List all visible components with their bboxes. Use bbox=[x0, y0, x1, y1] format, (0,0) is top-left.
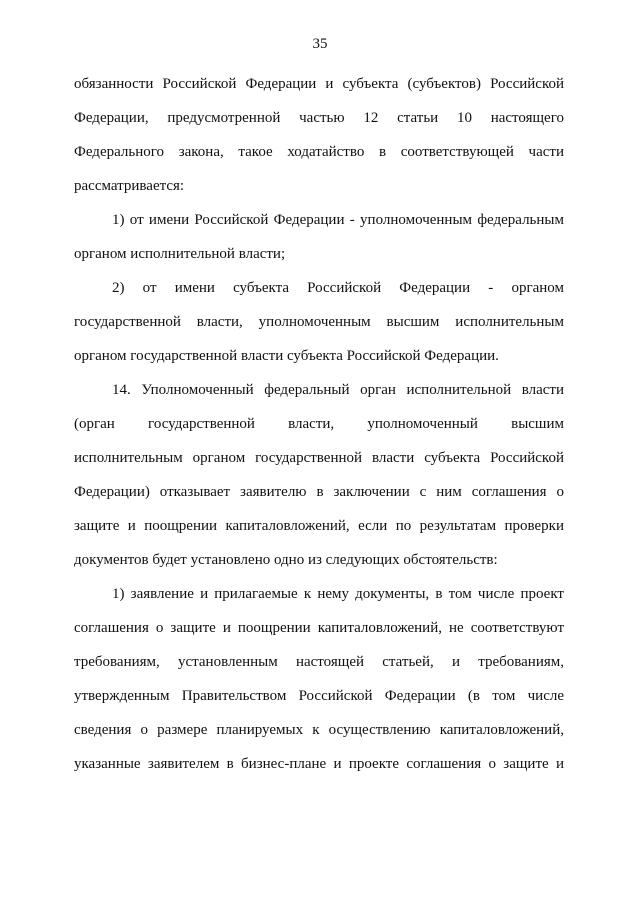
text-line: Федерации, предусмотренной частью 12 статьи 10 настоящего bbox=[74, 110, 564, 126]
text-line: защите и поощрении капиталовложений, если по результатам проверки bbox=[74, 518, 564, 534]
text-line: исполнительным органом государственной власти субъекта Российской bbox=[74, 450, 564, 466]
text-line: органом государственной власти субъекта Российской Федерации. bbox=[74, 348, 499, 364]
text-line: соглашения о защите и поощрении капиталовложений, не соответствуют bbox=[74, 620, 564, 636]
paragraph-item-1 bbox=[74, 203, 564, 271]
text-line: указанные заявителем в бизнес-плане и проекте соглашения о защите и bbox=[74, 756, 564, 772]
text-line: обязанности Российской Федерации и субъекта (субъектов) Российской bbox=[74, 76, 564, 92]
text-line: Федерации) отказывает заявителю в заключении с ним соглашения о bbox=[74, 484, 564, 500]
text-line: требованиям, установленным настоящей статьей, и требованиям, bbox=[74, 654, 564, 670]
text-line: (орган государственной власти, уполномоченный высшим bbox=[74, 416, 564, 432]
paragraph-14 bbox=[74, 373, 564, 577]
paragraph-continuation bbox=[74, 67, 564, 203]
text-line: 2) от имени субъекта Российской Федерации - органом bbox=[112, 280, 564, 296]
text-line: Федерального закона, такое ходатайство в соответствующей части bbox=[74, 144, 564, 160]
paragraph-item-2 bbox=[74, 271, 564, 373]
text-line: органом исполнительной власти; bbox=[74, 246, 286, 262]
document-body bbox=[74, 67, 564, 781]
page-number: 35 bbox=[312, 36, 328, 52]
text-line: документов будет установлено одно из следующих обстоятельств: bbox=[74, 552, 498, 568]
text-line: 1) заявление и прилагаемые к нему документы, в том числе проект bbox=[112, 586, 564, 602]
text-line: рассматривается: bbox=[74, 178, 185, 194]
text-line: государственной власти, уполномоченным высшим исполнительным bbox=[74, 314, 564, 330]
paragraph-14-item-1 bbox=[74, 577, 564, 781]
text-line: 1) от имени Российской Федерации - уполномоченным федеральным bbox=[112, 212, 564, 228]
text-line: утвержденным Правительством Российской Федерации (в том числе bbox=[74, 688, 564, 704]
text-line: 14. Уполномоченный федеральный орган исполнительной власти bbox=[112, 382, 564, 398]
text-line: сведения о размере планируемых к осуществлению капиталовложений, bbox=[74, 722, 564, 738]
